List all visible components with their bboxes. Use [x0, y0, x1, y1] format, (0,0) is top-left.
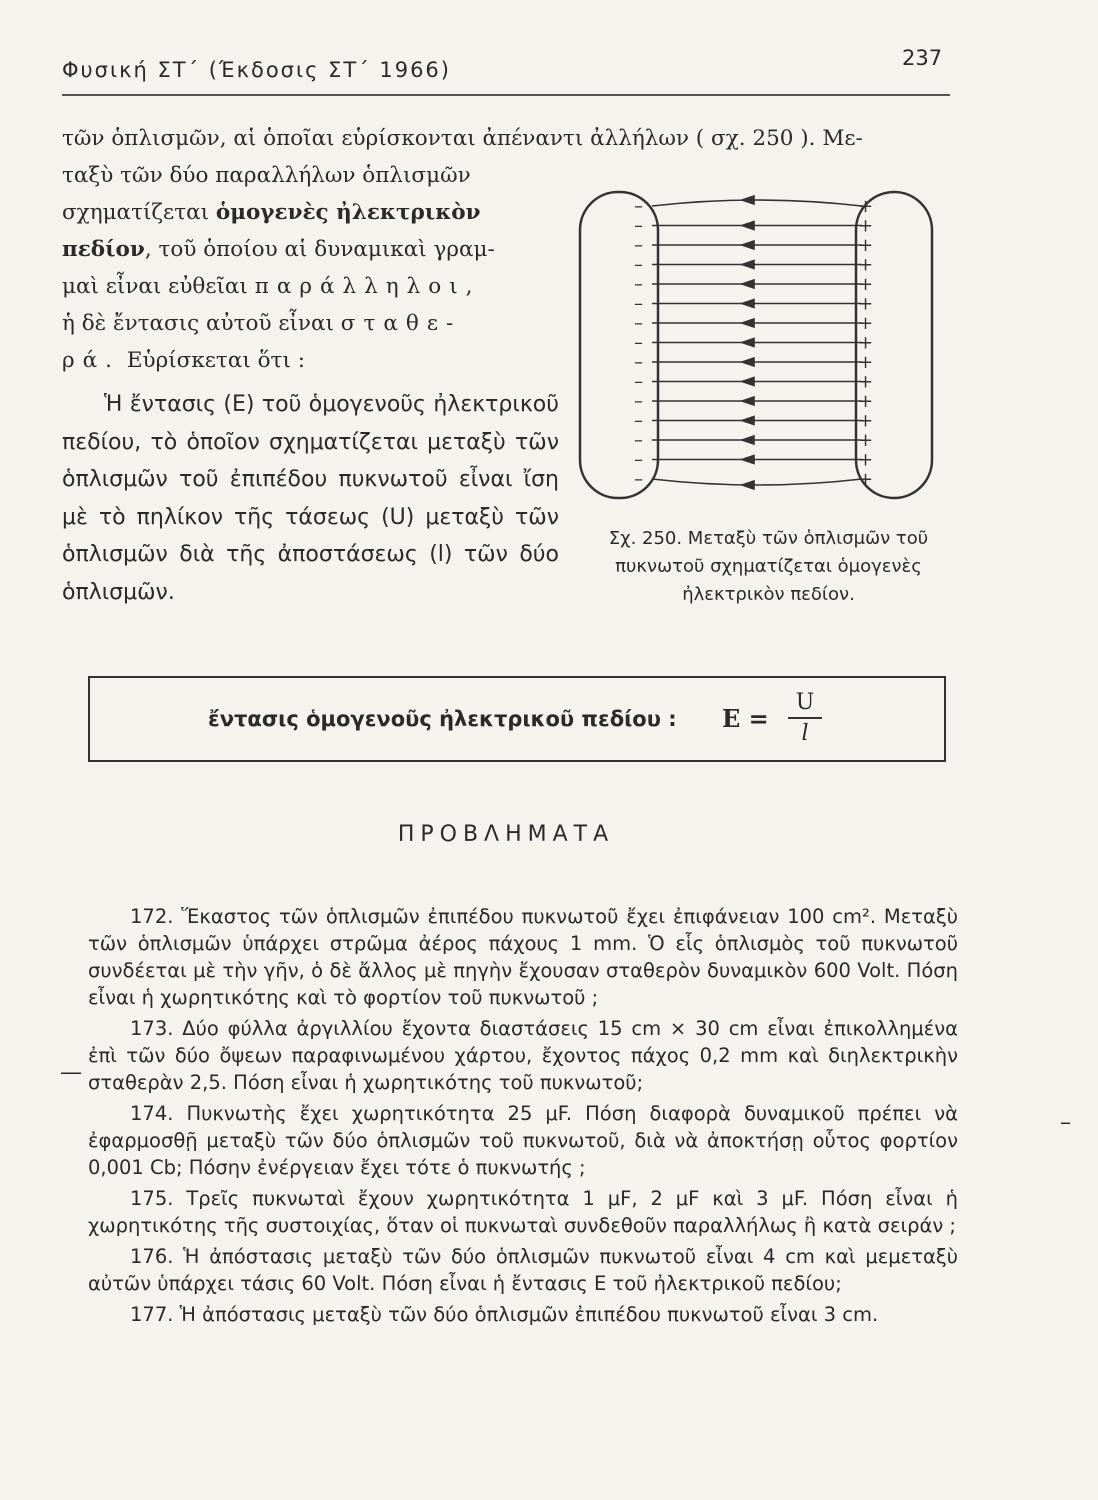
line-entasis: ἡ δὲ ἔντασις αὐτοῦ εἶναι	[62, 311, 334, 336]
plus-charge: +	[858, 274, 874, 295]
plus-charge: +	[858, 235, 874, 256]
plus-charge: +	[858, 254, 874, 276]
figure-caption: Σχ. 250. Μεταξὺ τῶν ὁπλισμῶν τοῦ πυκνωτοῦ σχηματίζεται ὁμογενὲς ἠλεκτρικὸν πεδίον.	[608, 528, 929, 605]
problem-item: 177. Ἡ ἀπόστασις μεταξὺ τῶν δύο ὁπλισμῶν ἐπιπέδου πυκνωτοῦ εἶναι 3 cm.	[130, 1303, 879, 1326]
plus-charge: +	[858, 410, 874, 432]
line-mai: μαὶ εἶναι εὐθεῖαι	[62, 274, 248, 299]
formula-fraction	[788, 690, 822, 746]
problem-item: 175. Τρεῖς πυκνωταὶ ἔχουν χωρητικότητα 1 μF, 2 μF καὶ 3 μF. Πόση εἶναι ἡ χωρητικότης τῆς συστοιχίας, ὅταν οἱ πυκνωταὶ συνδεθοῦν παραλλήλως ἢ κατὰ σειράν ;	[88, 1187, 958, 1237]
formula-lhs: E =	[722, 704, 769, 733]
intro-line: ταξὺ τῶν δύο παραλλήλων ὁπλισμῶν	[62, 163, 471, 188]
line-find: Εὑρίσκεται ὅτι :	[126, 348, 305, 373]
field-arrow	[742, 261, 754, 269]
page-number: 237	[902, 46, 943, 70]
field-arrow	[742, 241, 754, 249]
plus-charge: +	[858, 391, 874, 412]
minus-charge: –	[634, 215, 643, 237]
fraction-bar	[788, 717, 822, 719]
minus-charge: –	[634, 469, 643, 490]
minus-charge: –	[634, 371, 643, 393]
problem-item: 173. Δύο φύλλα ἀργιλλίου ἔχοντα διαστάσεις 15 cm × 30 cm εἶναι ἐπικολλημένα ἐπὶ τῶν δύο ὄψεων παραφινωμένου χάρτου, ἔχοντος πάχος 0,2 mm καὶ διηλεκτρικὴν σταθερὰν 2,5. Πόση εἶναι ἡ χωρητικότης τοῦ πυκνωτοῦ;	[88, 1017, 958, 1094]
intro-line	[62, 342, 562, 379]
field-lines	[652, 196, 862, 489]
field-arrow	[742, 358, 754, 366]
field-arrow	[742, 436, 754, 444]
minus-charge: –	[634, 196, 643, 217]
plus-charge: +	[858, 215, 874, 237]
intro-line	[62, 268, 562, 305]
field-arrow	[742, 397, 754, 405]
field-arrow	[742, 196, 754, 204]
after-term: , τοῦ ὁποίου αἱ δυναμικαὶ γραμ-	[144, 237, 495, 262]
paragraph-first-line: τῶν ὁπλισμῶν, αἱ ὁποῖαι εὑρίσκονται ἀπέναντι ἀλλήλων ( σχ. 250 ). Με-	[62, 126, 863, 151]
intro-paragraph	[62, 157, 562, 379]
formula-label: ἔντασις ὁμογενοῦς ἠλεκτρικοῦ πεδίου :	[208, 707, 677, 731]
field-line	[652, 479, 862, 485]
plus-charge: +	[858, 469, 874, 490]
problem-item: 172. Ἕκαστος τῶν ὁπλισμῶν ἐπιπέδου πυκνωτοῦ ἔχει ἐπιφάνειαν 100 cm². Μεταξὺ τῶν ὁπλισμῶν ὑπάρχει στρῶμα ἀέρος πάχους 1 mm. Ὁ εἷς ὁπλισμὸς τοῦ πυκνωτοῦ συνδέεται μὲ τὴν γῆν, ὁ δὲ ἄλλος μὲ πηγὴν ἔχουσαν σταθερὸν δυναμικὸν 600 Volt. Πόση εἶναι ἡ χωρητικότης καὶ τὸ φορτίον τοῦ πυκνωτοῦ ;	[88, 905, 958, 1009]
field-arrow	[742, 300, 754, 308]
fraction-denominator: l	[801, 721, 809, 746]
fraction-numerator: U	[795, 690, 815, 715]
plus-charge: +	[858, 196, 874, 217]
running-title: Φυσική ΣΤ΄ (Έκδοσις ΣΤ΄ 1966)	[62, 58, 451, 82]
plus-charge: +	[858, 352, 874, 373]
field-arrow	[742, 417, 754, 425]
intro-line	[62, 305, 562, 342]
margin-mark-left: —	[60, 1060, 82, 1085]
minus-charge: –	[634, 332, 643, 354]
statement-paragraph: Ἡ ἔντασις (Ε) τοῦ ὁμογενοῦς ἠλεκτρικοῦ πεδίου, τὸ ὁποῖον σχηματίζεται μεταξὺ τῶν ὁπλισμῶν τοῦ ἐπιπέδου πυκνωτοῦ εἶναι ἴση μὲ τὸ πηλίκον τῆς τάσεως (U) μεταξὺ τῶν ὁπλισμῶν διὰ τῆς ἀποστάσεως (l) τῶν δύο ὁπλισμῶν.	[62, 392, 559, 605]
minus-charge: –	[634, 254, 643, 276]
minus-signs	[634, 196, 643, 490]
minus-charge: –	[634, 391, 643, 412]
capacitor-figure	[574, 188, 956, 503]
problems-heading: ΠΡΟΒΛΗΜΑΤΑ	[397, 822, 615, 847]
field-arrow	[742, 456, 754, 464]
minus-charge: –	[634, 449, 643, 471]
plus-signs	[858, 196, 873, 490]
plus-charge: +	[858, 430, 874, 451]
field-arrow	[742, 319, 754, 327]
intro-line-start: σχηματίζεται	[62, 200, 210, 225]
minus-charge: –	[634, 410, 643, 432]
intro-line	[62, 194, 562, 268]
minus-charge: –	[634, 313, 643, 334]
spaced-word-parallel: παράλληλοι,	[254, 274, 481, 299]
spaced-word-stathera: σταθε-	[340, 311, 462, 336]
plus-charge: +	[858, 371, 874, 393]
minus-charge: –	[634, 235, 643, 256]
field-line	[652, 200, 862, 206]
plus-charge: +	[858, 449, 874, 471]
plus-charge: +	[858, 293, 874, 315]
spaced-word-stathera-end: ρά.	[62, 348, 120, 373]
problems-list	[88, 903, 958, 1332]
minus-charge: –	[634, 293, 643, 315]
margin-mark-right: –	[1060, 1110, 1071, 1135]
bold-term: ὁμογενὲς ἠλεκτρικὸν πεδίον	[62, 200, 481, 262]
field-arrow	[742, 339, 754, 347]
field-arrow	[742, 222, 754, 230]
header-rule	[62, 94, 950, 96]
field-arrow	[742, 280, 754, 288]
plus-charge: +	[858, 313, 874, 334]
minus-charge: –	[634, 352, 643, 373]
problem-item: 176. Ἡ ἀπόστασις μεταξὺ τῶν δύο ὁπλισμῶν πυκνωτοῦ εἶναι 4 cm καὶ μεμεταξὺ αὐτῶν ὑπάρχει τάσις 60 Volt. Πόση εἶναι ἡ ἔντασις Ε τοῦ ἠλεκτρικοῦ πεδίου;	[88, 1245, 958, 1295]
field-arrow	[742, 378, 754, 386]
problem-item: 174. Πυκνωτὴς ἔχει χωρητικότητα 25 μF. Πόση διαφορὰ δυναμικοῦ πρέπει νὰ ἐφαρμοσθῇ μεταξὺ τῶν δύο ὁπλισμῶν τοῦ πυκνωτοῦ, διὰ νὰ ἀποκτήσῃ οὗτος φορτίον 0,001 Cb; Πόσην ἐνέργειαν ἔχει τότε ὁ πυκνωτής ;	[88, 1102, 958, 1179]
minus-charge: –	[634, 274, 643, 295]
plus-charge: +	[858, 332, 874, 354]
field-arrow	[742, 481, 754, 489]
left-plate	[580, 192, 658, 498]
minus-charge: –	[634, 430, 643, 451]
